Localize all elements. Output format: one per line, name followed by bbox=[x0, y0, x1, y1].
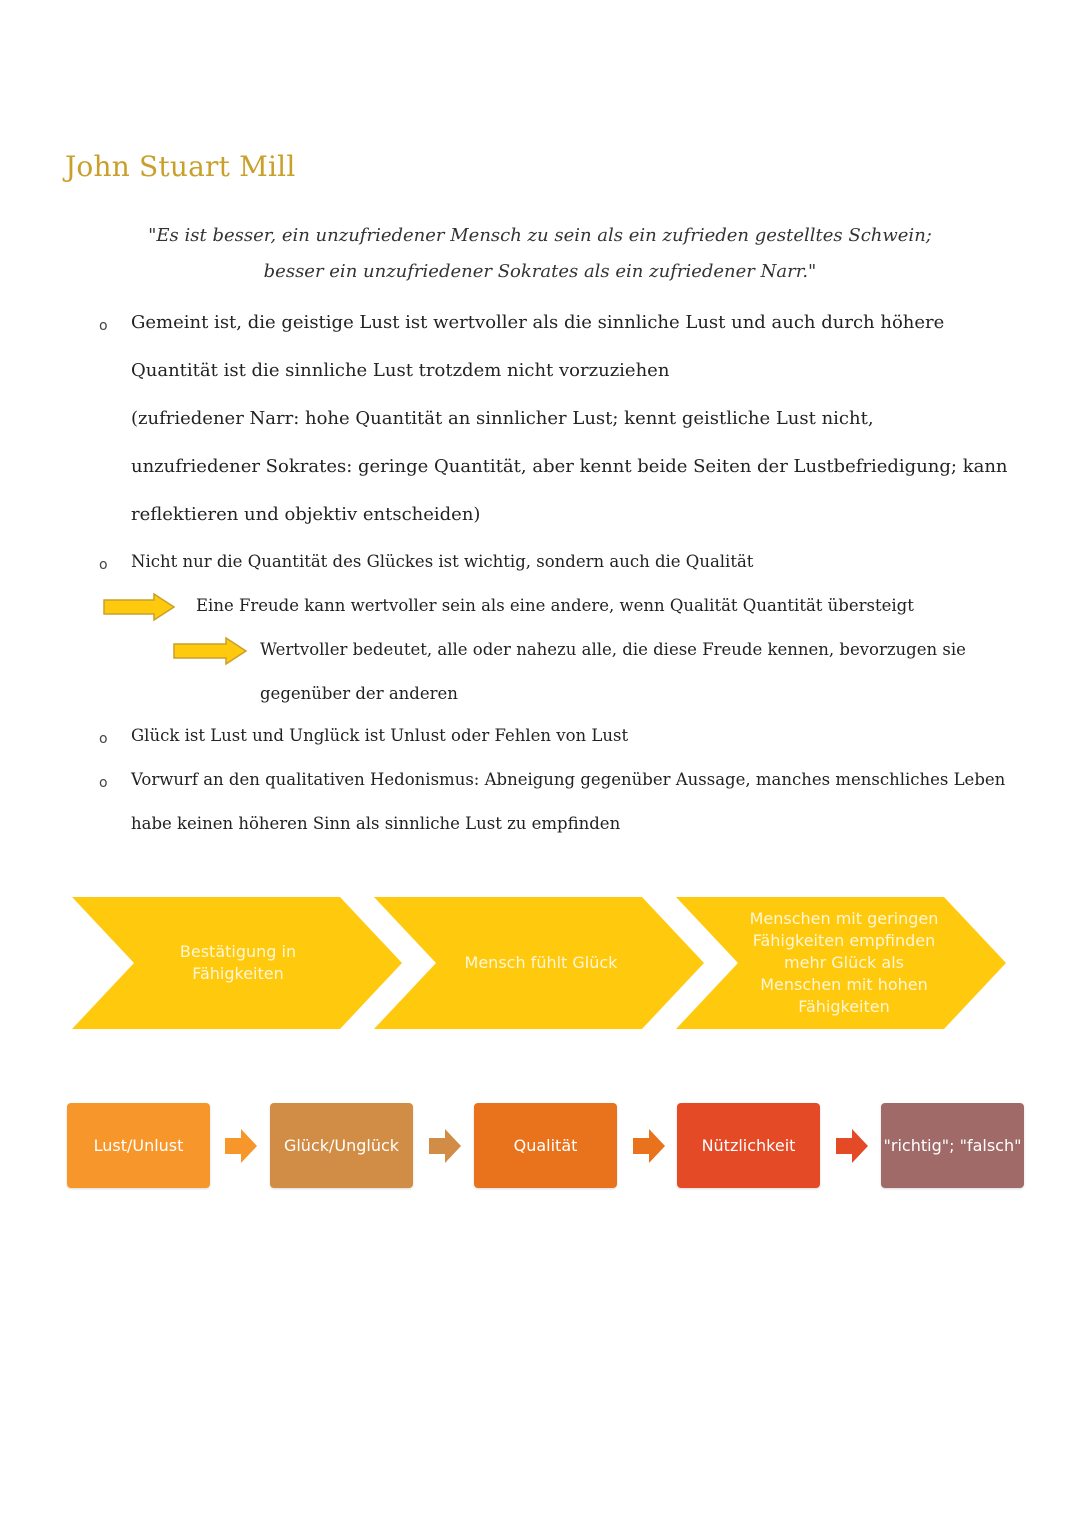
right-arrow-icon bbox=[835, 1128, 869, 1164]
flow-box-5 bbox=[881, 1103, 1024, 1188]
flow-box-3-label: Qualität bbox=[513, 1135, 578, 1155]
bullet-4-line-1: Vorwurf an den qualitativen Hedonismus: Abneigung gegenüber Aussage, manches menschliches Leben bbox=[131, 770, 1006, 789]
right-arrow-icon bbox=[428, 1128, 462, 1164]
bullet-2-sub-2b: gegenüber der anderen bbox=[260, 684, 458, 703]
chevron-2-label: Mensch fühlt Glück bbox=[464, 953, 618, 972]
flow-box-4-label: Nützlichkeit bbox=[701, 1135, 796, 1155]
bullet-marker: o bbox=[99, 318, 108, 334]
bullet-1-line-3: (zufriedener Narr: hohe Quantität an sinnlicher Lust; kennt geistliche Lust nicht, bbox=[131, 408, 874, 429]
bullet-3-line-1: Glück ist Lust und Unglück ist Unlust oder Fehlen von Lust bbox=[131, 726, 629, 745]
bullet-1-line-1: Gemeint ist, die geistige Lust ist wertvoller als die sinnliche Lust und auch durch höhere bbox=[131, 312, 945, 333]
bullet-1-line-2: Quantität ist die sinnliche Lust trotzdem nicht vorzuziehen bbox=[131, 360, 670, 381]
bullet-1-line-5: reflektieren und objektiv entscheiden) bbox=[131, 504, 481, 525]
bullet-4-line-2: habe keinen höheren Sinn als sinnliche Lust zu empfinden bbox=[131, 814, 621, 833]
bullet-marker: o bbox=[99, 731, 108, 747]
bullet-2-line-1: Nicht nur die Quantität des Glückes ist wichtig, sondern auch die Qualität bbox=[131, 552, 754, 571]
flow-box-5-label: "richtig"; "falsch" bbox=[883, 1135, 1022, 1155]
bullet-2-sub-2a: Wertvoller bedeutet, alle oder nahezu alle, die diese Freude kennen, bevorzugen sie bbox=[260, 640, 966, 659]
bullet-2-sub-1: Eine Freude kann wertvoller sein als eine andere, wenn Qualität Quantität übersteigt bbox=[196, 596, 914, 615]
chevron-1-label: Bestätigung in Fähigkeiten bbox=[179, 942, 297, 983]
bullet-marker: o bbox=[99, 557, 108, 573]
quote-line-2: besser ein unzufriedener Sokrates als ein zufriedener Narr." bbox=[263, 261, 817, 282]
chevron-3-label: Menschen mit geringen Fähigkeiten empfinden mehr Glück als Menschen mit hohen Fähigkeiten bbox=[749, 909, 939, 1016]
bullet-1-line-4: unzufriedener Sokrates: geringe Quantität, aber kennt beide Seiten der Lustbefriedigung; kann bbox=[131, 456, 1008, 477]
bullet-marker: o bbox=[99, 775, 108, 791]
flow-box-2-label: Glück/Unglück bbox=[283, 1135, 400, 1155]
flow-box-3 bbox=[474, 1103, 617, 1188]
flow-box-2 bbox=[270, 1103, 413, 1188]
flow-box-4 bbox=[677, 1103, 820, 1188]
right-arrow-icon bbox=[224, 1128, 258, 1164]
flow-box-1 bbox=[67, 1103, 210, 1188]
quote-line-1: "Es ist besser, ein unzufriedener Mensch zu sein als ein zufrieden gestelltes Schwein; bbox=[148, 225, 932, 246]
right-arrow-icon bbox=[632, 1128, 666, 1164]
flow-box-1-label: Lust/Unlust bbox=[93, 1135, 184, 1155]
page-title: John Stuart Mill bbox=[65, 150, 296, 183]
